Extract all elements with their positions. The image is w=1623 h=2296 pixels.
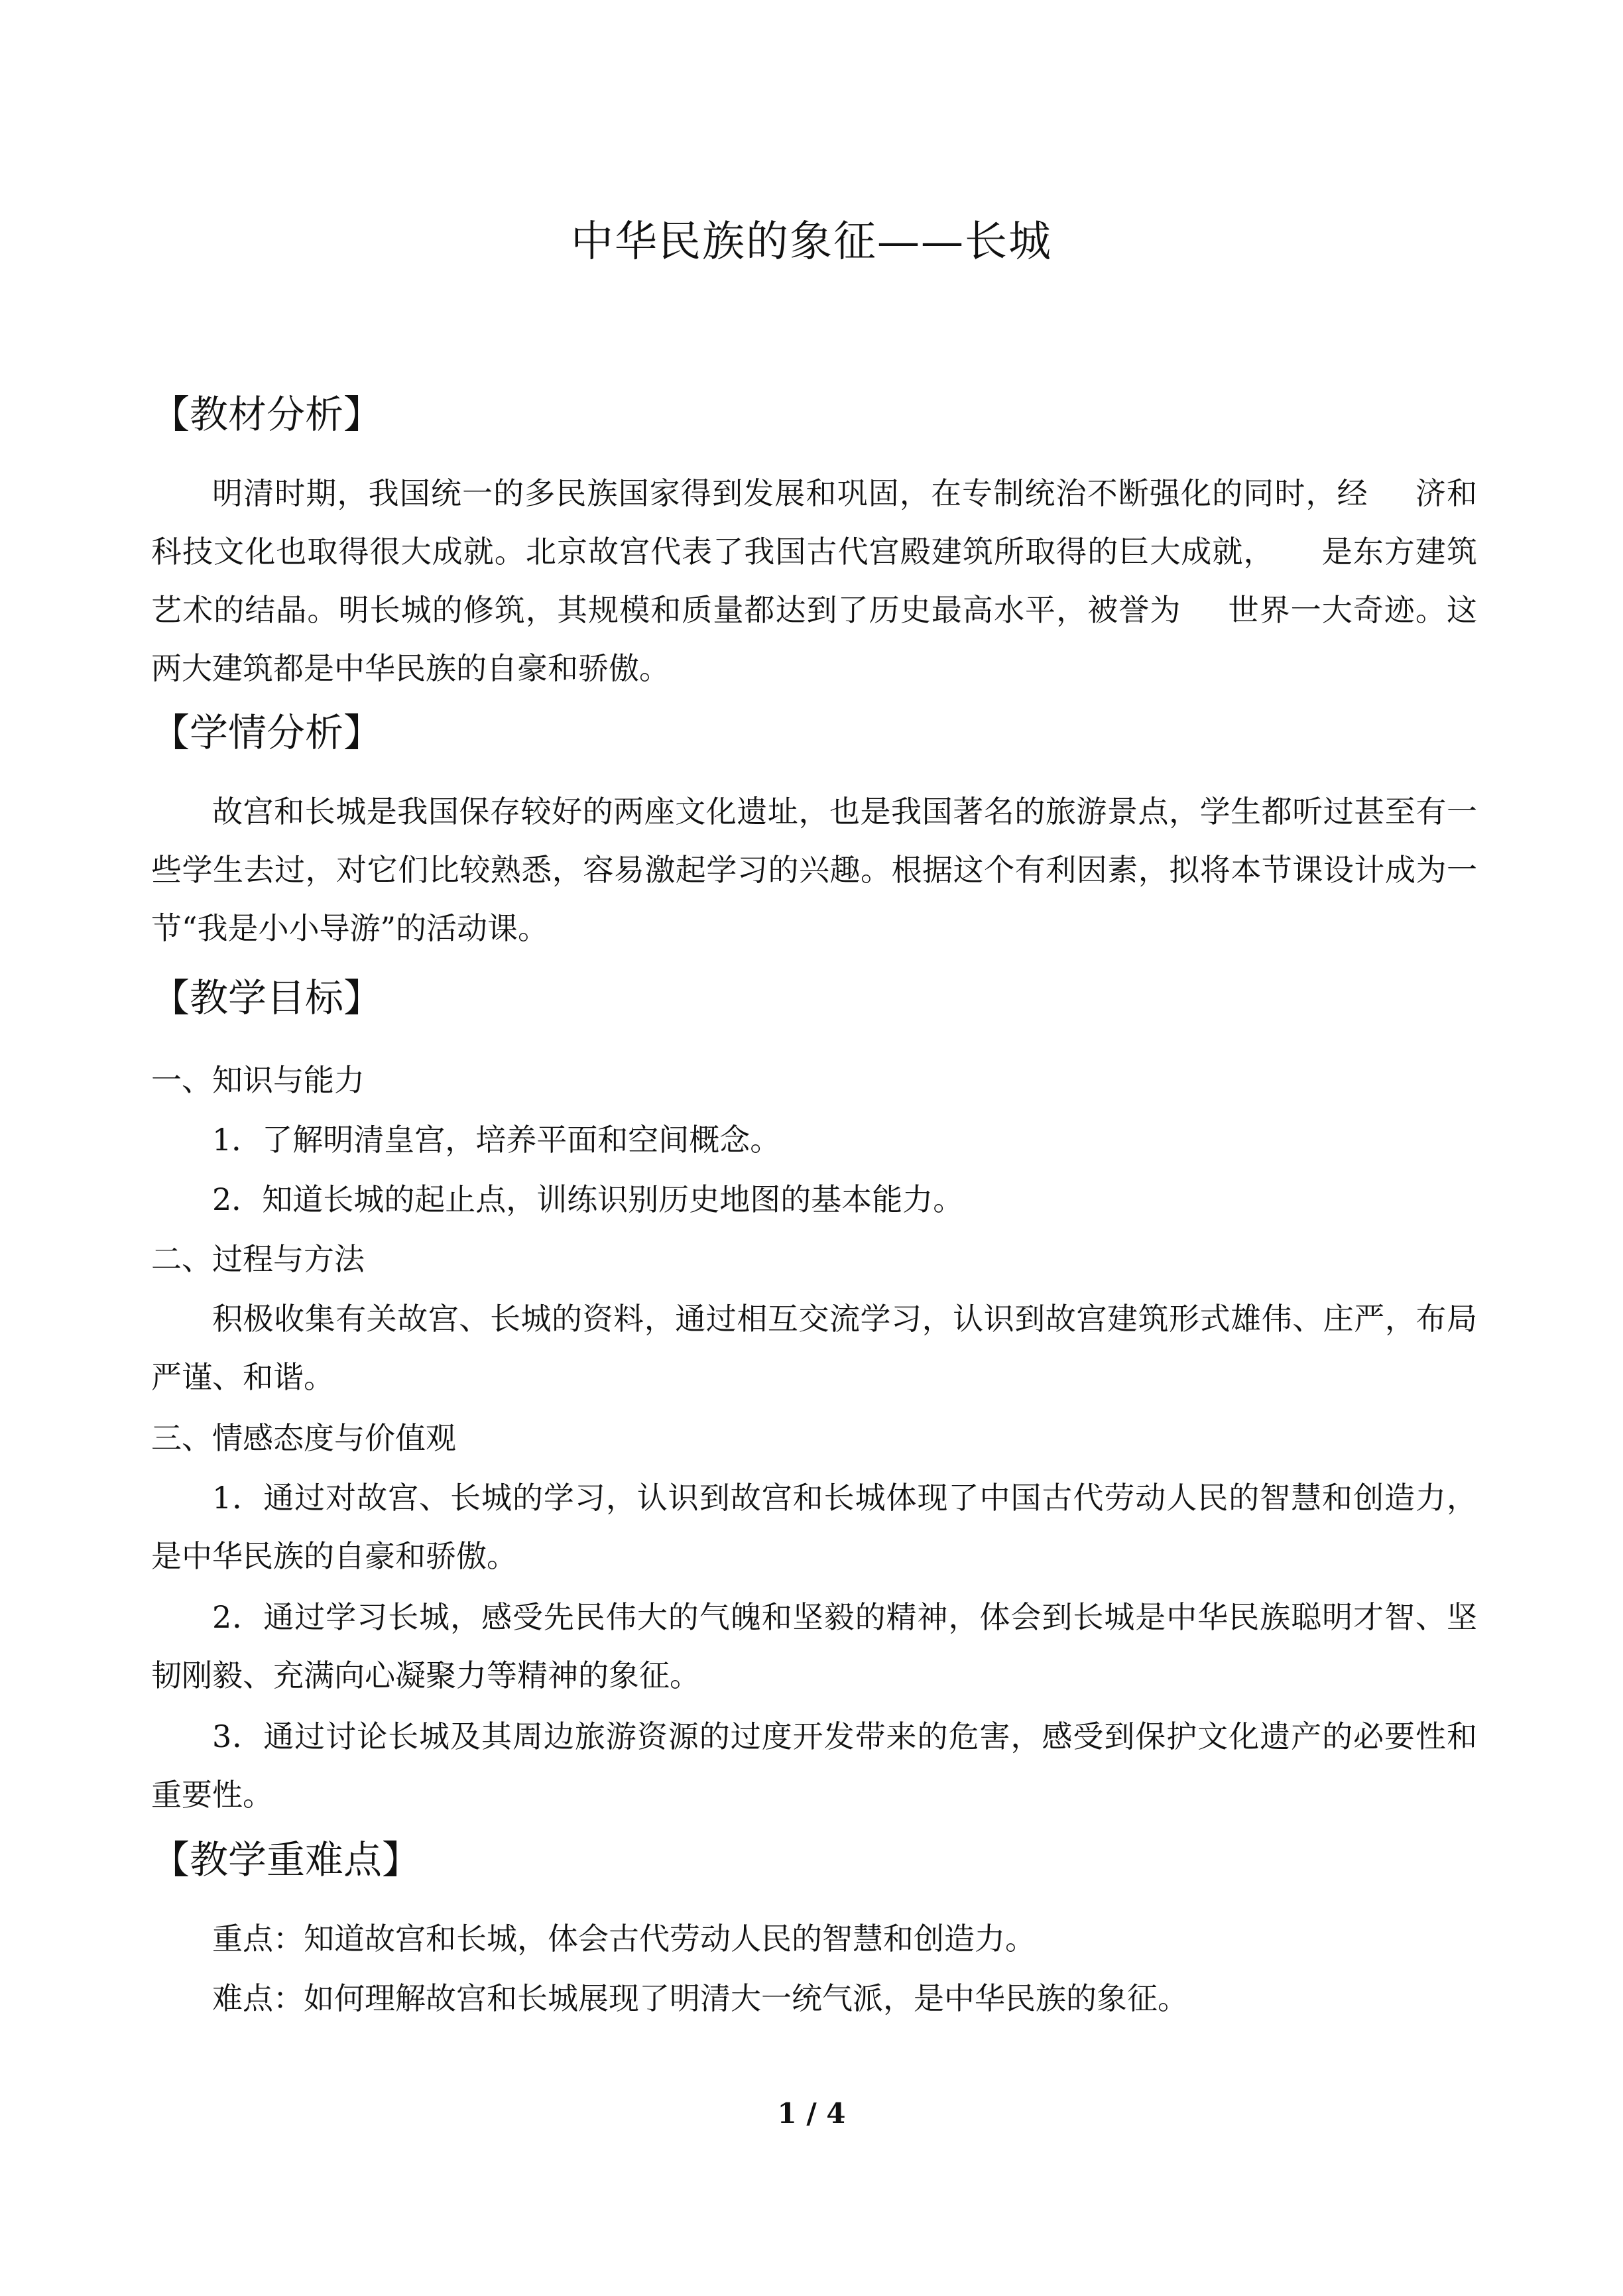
subheading-process: 二、过程与方法: [151, 1241, 365, 1277]
subheading-values: 三、情感态度与价值观: [151, 1420, 456, 1456]
text-segment: 是东方建筑艺术的结晶。明长城的修筑，其规模和质量都达到了历史最高水平，被誉为: [151, 534, 1478, 628]
subheading-knowledge: 一、知识与能力: [151, 1062, 365, 1098]
goal-item: 积极收集有关故宫、长城的资料，通过相互交流学习，认识到故宫建筑形式雄伟、庄严，布局严谨、和谐。: [151, 1301, 1477, 1395]
paragraph-textbook-analysis: [151, 464, 1477, 697]
difficult-point: 难点：如何理解故宫和长城展现了明清大一统气派，是中华民族的象征。: [212, 1980, 1188, 2016]
page-number: 1 / 4: [777, 2097, 846, 2130]
text-segment: 济和科技文化也取得很大成就。北京故宫代表了我国古代宫殿建筑所取得的巨大成就，: [151, 475, 1478, 570]
goal-item: 1．通过对故宫、长城的学习，认识到故宫和长城体现了中国古代劳动人民的智慧和创造力，是中华民族的自豪和骄傲。: [151, 1480, 1477, 1574]
key-point: 重点：知道故宫和长城，体会古代劳动人民的智慧和创造力。: [212, 1921, 1036, 1957]
goal-item: 2．知道长城的起止点，训练识别历史地图的基本能力。: [212, 1181, 964, 1217]
heading-key-points: 【教学重难点】: [151, 1837, 421, 1882]
paragraph-student-analysis: 故宫和长城是我国保存较好的两座文化遗址，也是我国著名的旅游景点，学生都听过甚至有一些学生去过，对它们比较熟悉，容易激起学习的兴趣。根据这个有利因素，拟将本节课设计成为一节“我是小小导游”的活动课。: [151, 794, 1477, 946]
heading-textbook-analysis: 【教材分析】: [151, 392, 383, 437]
heading-teaching-goals: 【教学目标】: [151, 975, 383, 1020]
document-title: 中华民族的象征——长城: [571, 217, 1052, 267]
text-segment: 明清时期，我国统一的多民族国家得到发展和巩固，在专制统治不断强化的同时，经: [212, 475, 1368, 511]
goal-item: 3．通过讨论长城及其周边旅游资源的过度开发带来的危害，感受到保护文化遗产的必要性和重要性。: [151, 1719, 1477, 1813]
heading-student-analysis: 【学情分析】: [151, 710, 383, 755]
goal-item: 1．了解明清皇宫，培养平面和空间概念。: [212, 1122, 781, 1158]
goal-item: 2．通过学习长城，感受先民伟大的气魄和坚毅的精神，体会到长城是中华民族聪明才智、坚韧刚毅、充满向心凝聚力等精神的象征。: [151, 1599, 1477, 1693]
text-segment: 世界一大奇迹。这两大建筑都是中华民族的自豪和骄傲。: [151, 592, 1478, 686]
